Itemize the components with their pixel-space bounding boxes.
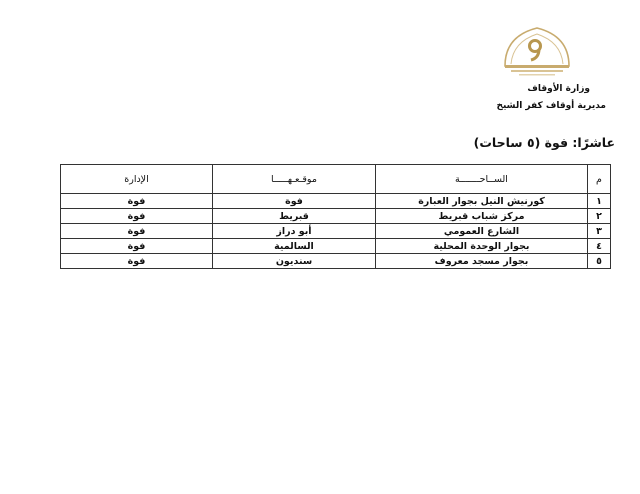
table-row [61, 254, 611, 269]
row-square: كورنيش النيل بجوار العبارة [376, 194, 588, 209]
ministry-of-awqaf-logo [497, 22, 577, 80]
table-header-row [61, 165, 611, 194]
header-administration: الإدارة [61, 165, 213, 194]
header-square: الســاحـــــــة [376, 165, 588, 194]
row-administration: فوة [61, 209, 213, 224]
row-administration: فوة [61, 254, 213, 269]
row-location: فوة [213, 194, 376, 209]
row-administration: فوة [61, 239, 213, 254]
row-location: سنديون [213, 254, 376, 269]
row-administration: فوة [61, 224, 213, 239]
table-row [61, 239, 611, 254]
row-num: ١ [588, 194, 611, 209]
squares-table [60, 164, 611, 269]
row-administration: فوة [61, 194, 213, 209]
row-square: بجوار مسجد معروف [376, 254, 588, 269]
row-square: مركز شباب قبريط [376, 209, 588, 224]
table-row [61, 194, 611, 209]
row-square: بجوار الوحدة المحلية [376, 239, 588, 254]
directorate-name: مديرية أوقاف كفر الشيخ [496, 101, 606, 111]
row-num: ٤ [588, 239, 611, 254]
row-location: قبريط [213, 209, 376, 224]
row-num: ٣ [588, 224, 611, 239]
section-title: عاشرًا: فوة (٥ ساحات) [473, 135, 615, 150]
row-location: أبو دراز [213, 224, 376, 239]
row-num: ٢ [588, 209, 611, 224]
row-square: الشارع العمومي [376, 224, 588, 239]
header-num: م [588, 165, 611, 194]
row-location: السالمية [213, 239, 376, 254]
row-num: ٥ [588, 254, 611, 269]
header-location: موقـعـهـــــا [213, 165, 376, 194]
ministry-name: وزارة الأوقاف [527, 84, 590, 94]
table-row [61, 224, 611, 239]
table-row [61, 209, 611, 224]
